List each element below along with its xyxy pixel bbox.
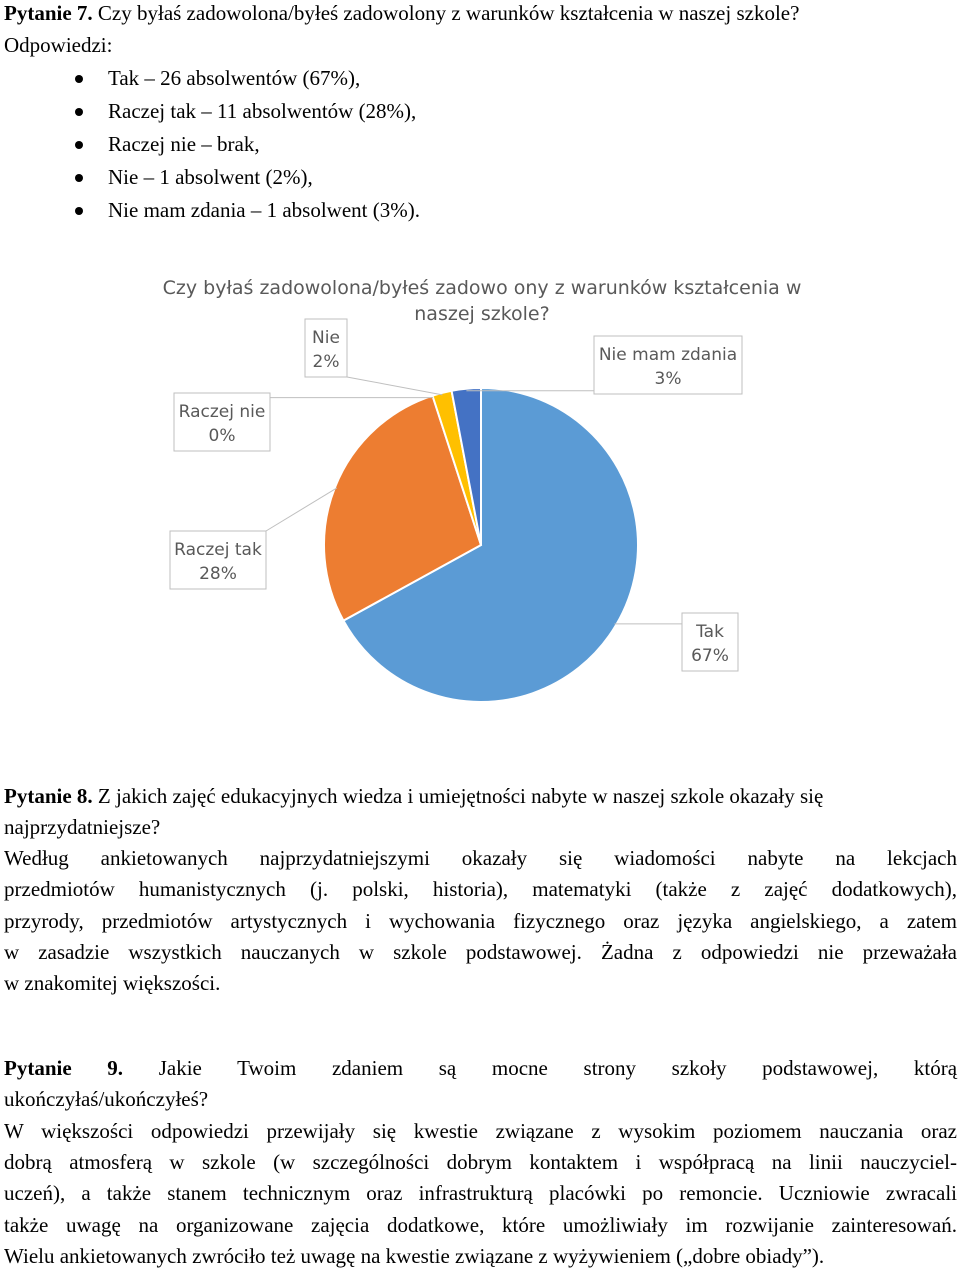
list-item (70, 161, 420, 194)
q7-title (4, 0, 799, 28)
q9-body-line: W większości odpowiedzi przewijały się kwestie związane z wysokim poziomem nauczania oraz (4, 1119, 957, 1143)
list-item (70, 62, 420, 95)
q9-title-text: Jakie Twoim zdaniem są mocne strony szkoły podstawowej, którą (158, 1056, 958, 1080)
q8-title-bold: Pytanie 8. (4, 784, 93, 808)
q7-title-text: Czy byłaś zadowolona/byłeś zadowolony z warunków kształcenia w naszej szkole? (92, 1, 800, 25)
slice-label-raczej-nie: Raczej nie (178, 402, 266, 422)
bullet-icon (75, 207, 83, 215)
slice-percent-nie: 2% (312, 352, 340, 372)
q8-title-text: Z jakich zajęć edukacyjnych wiedza i umiejętności nabyte w naszej szkole okazały się (97, 784, 824, 808)
q9-title-line1 (4, 1053, 957, 1083)
list-item (70, 128, 420, 161)
q9-title-line2: ukończyłaś/ukończyłeś? (4, 1087, 209, 1111)
q9-body-line: Wielu ankietowanych zwróciło też uwagę na kwestie związane z wyżywieniem („dobre obiady”). (4, 1244, 825, 1268)
chart-title-line1: Czy byłaś zadowolona/byłeś zadowo ony z warunków kształcenia w (162, 277, 802, 299)
slice-percent-raczej-tak: 28% (199, 564, 237, 584)
chart-title-line2: naszej szkole? (414, 303, 550, 325)
q7-title-bold: Pytanie 7. (4, 1, 93, 25)
answer-text: Tak – 26 absolwentów (67%), (108, 66, 361, 90)
q8-title-line2: najprzydatniejsze? (4, 815, 161, 839)
q8-body-line: w znakomitej większości. (4, 971, 221, 995)
q9-body-line: dobrą atmosferą w szkole (w szczególności dobrym kontaktem i współpracą na linii nauczyciel- (4, 1150, 957, 1174)
q8-body-line: przedmiotów humanistycznych (j. polski, historia), matematyki (także z zajęć dodatkowych), (4, 877, 957, 901)
q8-title-line1 (4, 781, 823, 811)
pie-chart (0, 260, 960, 730)
q9-body-line: uczeń), a także stanem technicznym oraz infrastrukturą placówki po remoncie. Uczniowie zwracali (4, 1181, 957, 1205)
answer-text: Nie – 1 absolwent (2%), (108, 165, 313, 189)
q9-body-line: także uwagę na organizowane zajęcia dodatkowe, które umożliwiały im rozwijanie zainteresowań. (4, 1213, 957, 1237)
bullet-icon (75, 108, 83, 116)
bullet-icon (75, 75, 83, 83)
q7-answers-list (70, 62, 420, 227)
slice-percent-raczej-nie: 0% (208, 426, 236, 446)
slice-percent-nie-mam-zdania: 3% (654, 369, 682, 389)
list-item (70, 194, 420, 227)
slice-percent-tak: 67% (691, 646, 729, 666)
pie-slices (324, 388, 638, 702)
answer-text: Raczej tak – 11 absolwentów (28%), (108, 99, 417, 123)
q8-body-line: Według ankietowanych najprzydatniejszymi okazały się wiadomości nabyte na lekcjach (4, 846, 957, 870)
list-item (70, 95, 420, 128)
answer-text: Nie mam zdania – 1 absolwent (3%). (108, 198, 420, 222)
q7-answers-label: Odpowiedzi: (4, 33, 113, 57)
bullet-icon (75, 174, 83, 182)
slice-label-nie: Nie (312, 328, 340, 348)
bullet-icon (75, 141, 83, 149)
q8-body-line: przyrody, przedmiotów artystycznych i wychowania fizycznego oraz języka angielskiego, a zatem (4, 909, 957, 933)
answer-text: Raczej nie – brak, (108, 132, 260, 156)
slice-label-tak: Tak (696, 622, 724, 642)
leader-line-nie (347, 377, 442, 395)
q8-body-line: w zasadzie wszystkich nauczanych w szkole podstawowej. Żadna z odpowiedzi nie przeważała (4, 940, 957, 964)
slice-label-raczej-tak: Raczej tak (174, 540, 262, 560)
q9-title-bold: Pytanie 9. (4, 1056, 124, 1080)
slice-label-nie-mam-zdania: Nie mam zdania (598, 345, 738, 365)
